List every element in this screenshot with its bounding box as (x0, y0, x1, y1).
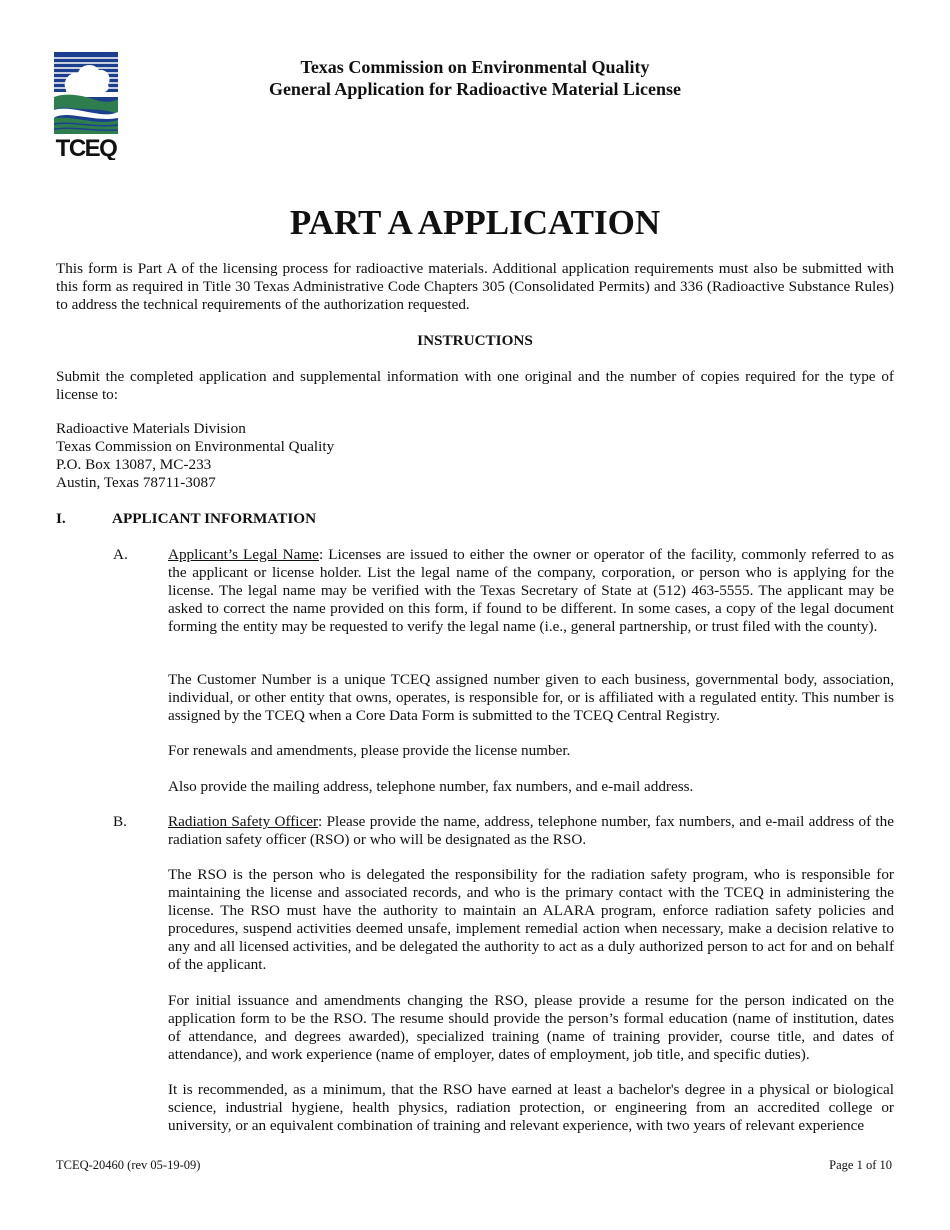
section-title: APPLICANT INFORMATION (112, 510, 317, 527)
form-number: TCEQ-20460 (rev 05-19-09) (56, 1158, 201, 1172)
address-line: Radioactive Materials Division (56, 420, 246, 437)
agency-name: Texas Commission on Environmental Quality (300, 57, 650, 77)
mailing-address (56, 420, 894, 492)
svg-text:TCEQ: TCEQ (55, 135, 117, 160)
intro-paragraph: This form is Part A of the licensing process for radioactive materials. Additional application requirements must also be submitted with this form as required in Title 30 Texas Administrative Code Chapters 305 (Consolidated Permits) and 336 (Radioactive Substance Rules) to address the technical requirements of the authorization requested. (56, 260, 894, 313)
document-header (200, 57, 750, 100)
tceq-logo (54, 52, 118, 160)
renewal-paragraph: For renewals and amendments, please provide the license number. (168, 742, 571, 759)
form-title: General Application for Radioactive Material License (268, 78, 682, 99)
item-a-text: : Licenses are issued to either the owner or operator of the facility, commonly referred to as the applicant or license holder. List the legal name of the company, corporation, or person who is applying for the license. The legal name may be verified with the Texas Secretary of State at (512) 463-5555. The applicant may be asked to correct the name provided on this form, if found to be different. In some cases, a copy of the legal document forming the entity may be requested to verify the legal name (i.e., general partnership, or trust filed with the county). (168, 546, 894, 635)
address-line: P.O. Box 13087, MC-233 (56, 456, 212, 473)
part-title: PART A APPLICATION (289, 203, 661, 242)
address-line: Texas Commission on Environmental Quality (56, 438, 335, 455)
item-letter-a: A. (113, 546, 128, 563)
instructions-heading: INSTRUCTIONS (417, 332, 533, 349)
rso-resume-paragraph: For initial issuance and amendments changing the RSO, please provide a resume for the person indicated on the application form to be the RSO. The resume should provide the person’s formal education (name of institution, dates of attendance, and degrees awarded), specialized training (name of training provider, course title, and dates of attendance), and work experience (name of employer, dates of employment, job title, and specific duties). (168, 992, 894, 1063)
item-b-text: : Please provide the name, address, telephone number, fax numbers, and e-mail address of the radiation safety officer (RSO) or who will be designated as the RSO. (168, 813, 894, 848)
customer-number-paragraph: The Customer Number is a unique TCEQ assigned number given to each business, governmental body, association, individual, or other entity that owns, operates, is responsible for, or is affiliated with a regulated entity. This number is assigned by the TCEQ when a Core Data Form is submitted to the TCEQ Central Registry. (168, 671, 894, 724)
page-number: Page 1 of 10 (829, 1158, 892, 1172)
item-b-paragraph (168, 813, 894, 849)
item-letter-b: B. (113, 813, 127, 830)
item-a-label: Applicant’s Legal Name (168, 546, 319, 563)
rso-role-paragraph: The RSO is the person who is delegated the responsibility for the radiation safety program, who is responsible for maintaining the license and associated records, and who is the primary contact with the TCEQ in administering the license. The RSO must have the authority to maintain an ALARA program, enforce radiation safety policies and procedures, suspend activities deemed unsafe, implement remedial action when necessary, make a decision relative to any and all licensed activities, and be delegated the authority to act as a duly authorized person to act for and on behalf of the applicant. (168, 866, 894, 973)
rso-qualification-paragraph: It is recommended, as a minimum, that the RSO have earned at least a bachelor's degree in a physical or biological science, industrial hygiene, health physics, radiation protection, or engineering from an accredited college or university, or an equivalent combination of training and relevant experience, with two years of relevant experience (168, 1081, 894, 1134)
section-number: I. (56, 510, 66, 527)
mailing-paragraph: Also provide the mailing address, telephone number, fax numbers, and e-mail address. (168, 778, 694, 795)
item-b-label: Radiation Safety Officer (168, 813, 319, 830)
instructions-text: Submit the completed application and supplemental information with one original and the number of copies required for the type of license to: (56, 368, 894, 403)
address-line: Austin, Texas 78711-3087 (56, 474, 216, 491)
item-a-paragraph (168, 546, 894, 636)
